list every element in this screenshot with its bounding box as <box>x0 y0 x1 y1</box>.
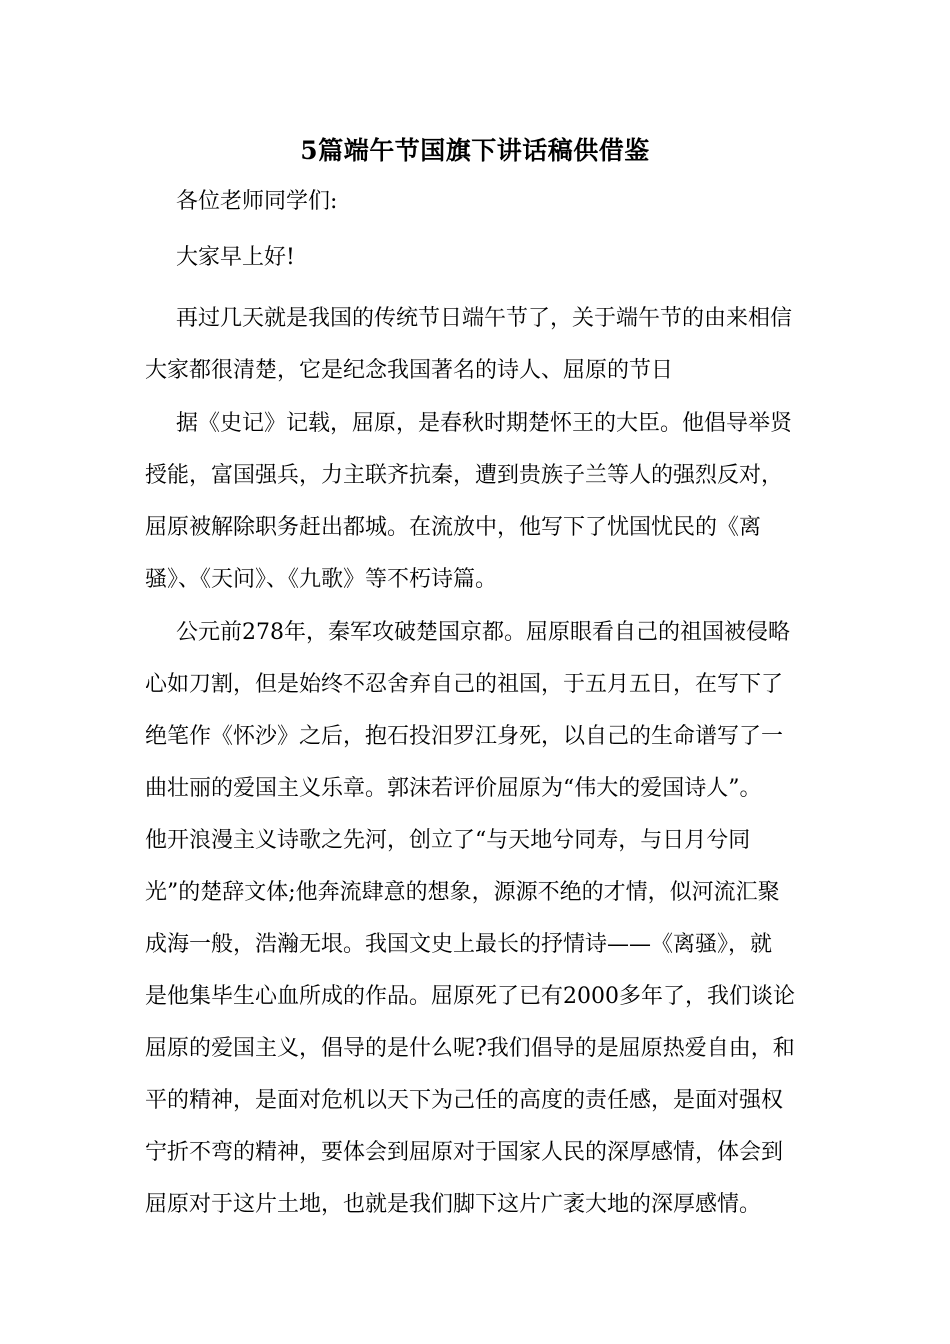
paragraph-shiji <box>145 398 810 606</box>
paragraph-line: 心如刀割，但是始终不忍舍弃自己的祖国，于五月五日，在写下了 <box>145 672 784 697</box>
paragraph-line: 光”的楚辞文体;他奔流肆意的想象，源源不绝的才情，似河流汇聚 <box>145 880 780 905</box>
paragraph-line: 绝笔作《怀沙》之后，抱石投汨罗江身死，以自己的生命谱写了一 <box>145 724 784 749</box>
paragraph-line: 屈原被解除职务赶出都城。在流放中，他写下了忧国忧民的《离 <box>145 515 762 540</box>
paragraph-line: 授能，富国强兵，力主联齐抗秦，遭到贵族子兰等人的强烈反对， <box>145 463 784 488</box>
paragraph-good-morning <box>145 232 810 284</box>
paragraph-line: 屈原的爱国主义，倡导的是什么呢?我们倡导的是屈原热爱自由，和 <box>145 1036 795 1061</box>
paragraph-line: 各位老师同学们: <box>176 189 338 214</box>
paragraph-line: 大家早上好! <box>176 245 295 270</box>
paragraph-line: 据《史记》记载，屈原，是春秋时期楚怀王的大臣。他倡导举贤 <box>176 411 793 436</box>
paragraph-line: 是他集毕生心血所成的作品。屈原死了已有2000多年了，我们谈论 <box>145 984 795 1009</box>
paragraph-line: 宁折不弯的精神，要体会到屈原对于国家人民的深厚感情，体会到 <box>145 1140 784 1165</box>
paragraph-line: 大家都很清楚，它是纪念我国著名的诗人、屈原的节日 <box>145 358 674 383</box>
paragraph-line: 屈原对于这片土地，也就是我们脚下这片广袤大地的深厚感情。 <box>145 1192 762 1217</box>
paragraph-line: 成海一般，浩瀚无垠。我国文史上最长的抒情诗——《离骚》，就 <box>145 932 773 957</box>
paragraph-intro <box>145 293 810 397</box>
paragraph-line: 曲壮丽的爱国主义乐章。郭沫若评价屈原为“伟大的爱国诗人”。 <box>145 776 762 801</box>
document-title: 5篇端午节国旗下讲话稿供借鉴 <box>300 136 650 165</box>
paragraph-line: 骚》、《天问》、《九歌》等不朽诗篇。 <box>145 567 498 592</box>
paragraph-line: 平的精神，是面对危机以天下为己任的高度的责任感，是面对强权 <box>145 1088 784 1113</box>
paragraph-greeting <box>145 176 810 228</box>
paragraph-line: 他开浪漫主义诗歌之先河，创立了“与天地兮同寿，与日月兮同 <box>145 828 751 853</box>
paragraph-278bc <box>145 607 810 1231</box>
paragraph-line: 公元前278年，秦军攻破楚国京都。屈原眼看自己的祖国被侵略 <box>176 620 790 645</box>
paragraph-line: 再过几天就是我国的传统节日端午节了，关于端午节的由来相信 <box>176 306 793 331</box>
